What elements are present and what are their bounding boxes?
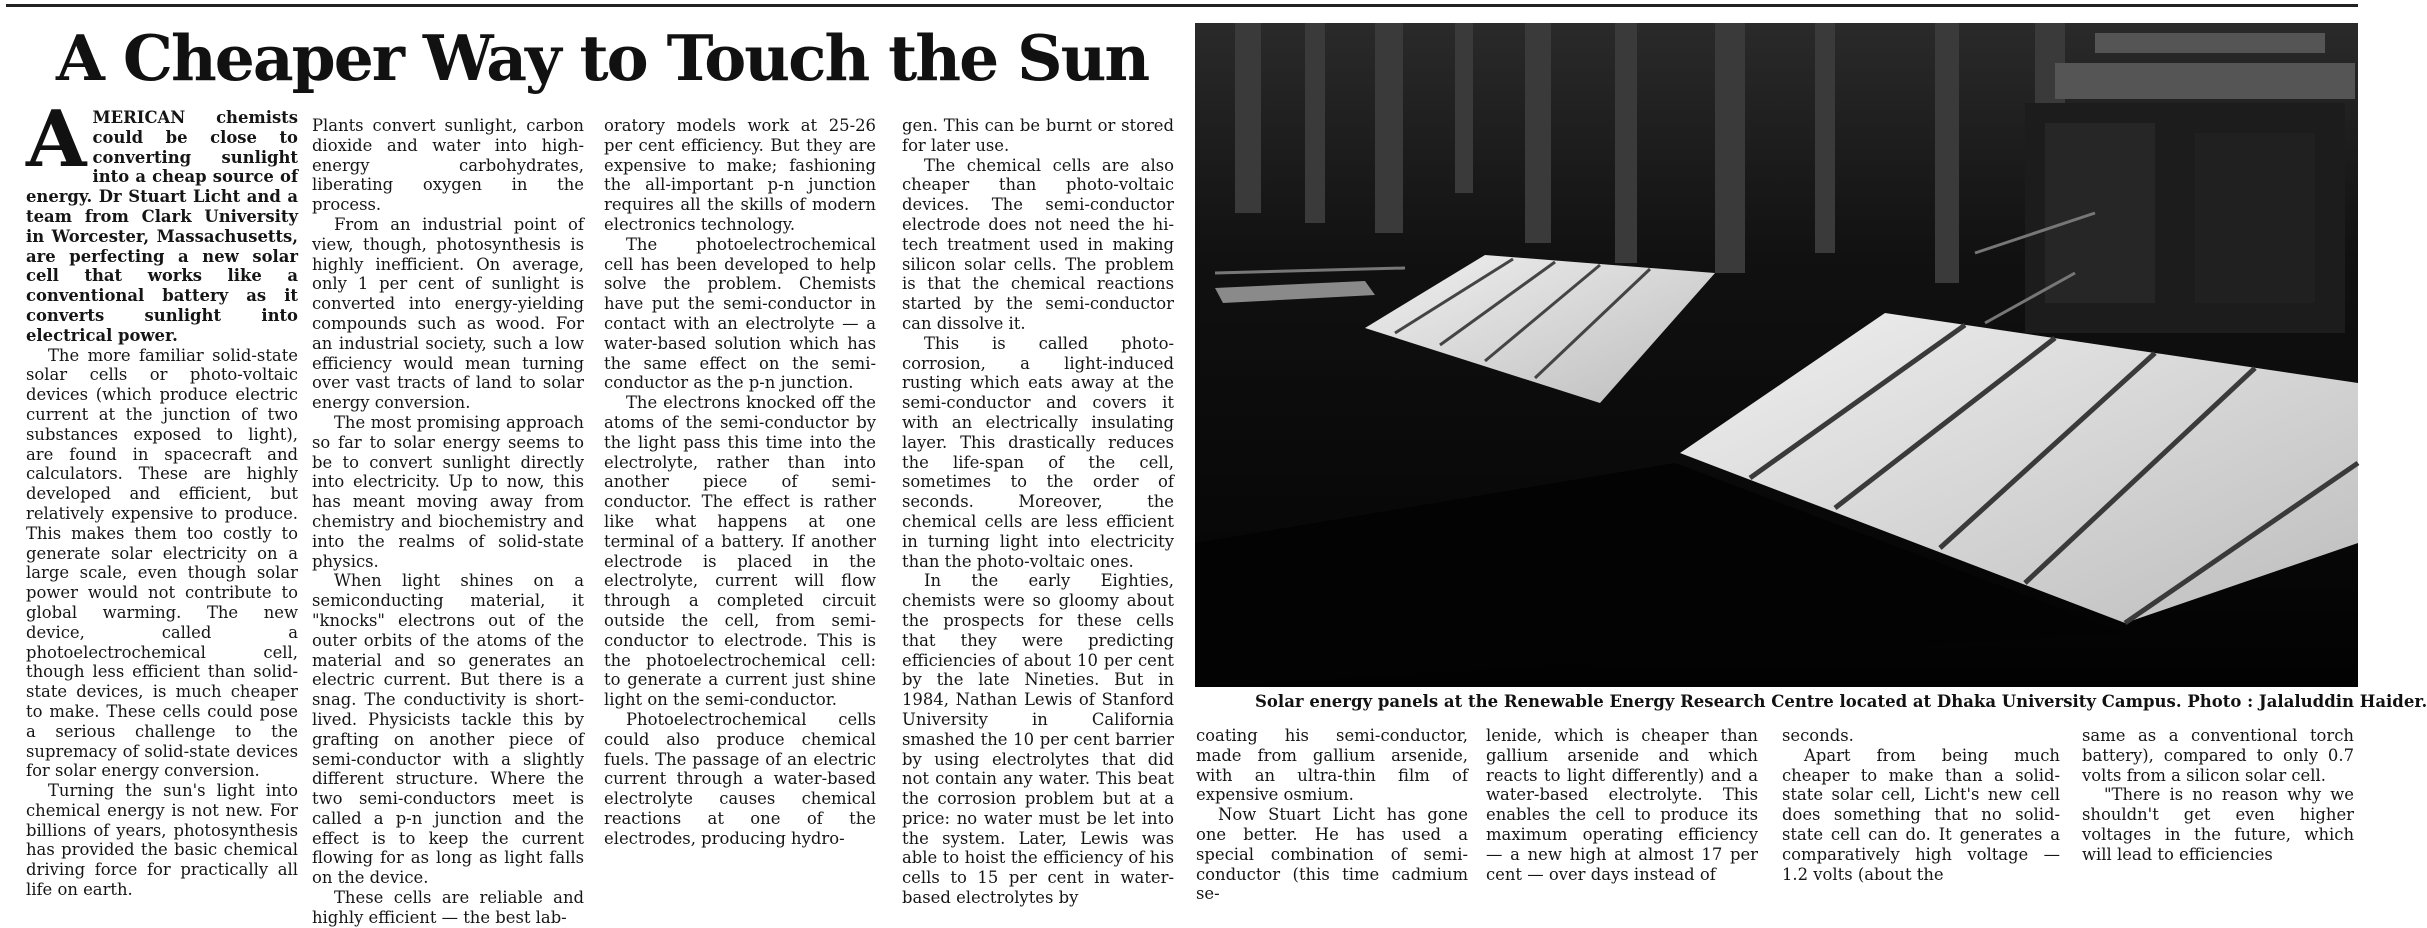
article-column-4	[902, 116, 1174, 908]
paragraph: From an industrial point of view, though, photosynthesis is highly inefficient. On average, only 1 per cent of sunlight is converted into energy-yielding compounds such as wood. For an industrial society, such a low efficiency would mean turning over vast tracts of land to solar energy conversion.	[312, 214, 584, 413]
paragraph: oratory models work at 25-26 per cent efficiency. But they are expensive to make; fashioning the all-important p-n junction requires all the skills of modern electronics technology.	[604, 116, 876, 234]
paragraph: The photoelectrochemical cell has been developed to help solve the problem. Chemists have put the semi-conductor in contact with an electrolyte — a water-based solution which has the same effect on the semi-conductor as the p-n junction.	[604, 234, 876, 393]
paragraph: These cells are reliable and highly efficient — the best lab-	[312, 888, 584, 927]
paragraph: Apart from being much cheaper to make than a solid-state solar cell, Licht's new cell does something that no solid-state cell can do. It generates a comparatively high voltage — 1.2 volts (about the	[1782, 745, 2060, 884]
paragraph: seconds.	[1782, 726, 1854, 745]
top-rule	[6, 4, 2358, 7]
paragraph: Now Stuart Licht has gone one better. He has used a special combination of semi-conductor (this time cadmium se-	[1196, 805, 1468, 904]
paragraph: The electrons knocked off the atoms of the semi-conductor by the light pass this time into the electrolyte, rather than into another piece of semi-conductor. The effect is rather like what happens at one terminal of a battery. If another electrode is placed in the electrolyte, current will flow through a completed circuit outside the cell, from semi-conductor to electrode. This is the photoelectrochemical cell: to generate a current just shine light on the semi-conductor.	[604, 393, 876, 710]
solar-panels-icon	[1195, 23, 2358, 687]
photo-caption: Solar energy panels at the Renewable Energy Research Centre located at Dhaka University Campus. Photo : Jalaluddin Haider.	[1255, 692, 2427, 711]
paragraph: same as a conventional torch battery), compared to only 0.7 volts from a silicon solar cell.	[2082, 726, 2354, 785]
paragraph: Plants convert sunlight, carbon dioxide and water into high-energy carbohydrates, liberating oxygen in the process.	[312, 116, 584, 215]
article-column-3	[604, 116, 876, 888]
article-column-6	[1486, 726, 1758, 890]
lead-paragraph	[26, 94, 298, 346]
lead-text: MERICAN chemists could be close to converting sunlight into a cheap source of energy. Dr Stuart Licht and a team from Clark University in Worcester, Massachusetts, are perfecting a new solar cell that works like a conventional battery as it converts sunlight into electrical power.	[26, 108, 298, 345]
paragraph: Photoelectrochemical cells could also produce chemical fuels. The passage of an electric current through a water-based electrolyte causes chemical reactions at one of the electrodes, producing hydro-	[604, 709, 876, 848]
paragraph: coating his semi-conductor, made from gallium arsenide, with an ultra-thin film of expensive osmium.	[1196, 726, 1468, 805]
article-column-8	[2082, 726, 2354, 890]
paragraph: The more familiar solid-state solar cells or photo-voltaic devices (which produce electric current at the junction of two substances exposed to light), are found in spacecraft and calculators. These are highly developed and efficient, but relatively expensive to produce. This makes them too costly to generate solar electricity on a large scale, even though solar power would not contribute to global warming. The new device, called a photoelectrochemical cell, though less efficient than solid-state devices, is much cheaper to make. These cells could pose a serious challenge to the supremacy of solid-state devices for solar energy conversion.	[26, 345, 298, 781]
paragraph: Turning the sun's light into chemical energy is not new. For billions of years, photosynthesis has provided the basic chemical driving force for practically all life on earth.	[26, 781, 298, 900]
paragraph: When light shines on a semiconducting material, it "knocks" electrons out of the outer orbits of the atoms of the material and so generates an electric current. But there is a snag. The conductivity is short-lived. Physicists tackle this by grafting on another piece of semi-conductor with a slightly different structure. Where the two semi-conductors meet is called a p-n junction and the effect is to keep the current flowing for as long as light falls on the device.	[312, 571, 584, 888]
paragraph: The chemical cells are also cheaper than photo-voltaic devices. The semi-conductor electrode does not need the hi-tech treatment used in making silicon solar cells. The problem is that the chemical reactions started by the semi-conductor can dissolve it.	[902, 155, 1174, 333]
paragraph: lenide, which is cheaper than gallium arsenide and which reacts to light differently) and a water-based electrolyte. This enables the cell to produce its maximum operating efficiency — a new high at almost 17 per cent — over days instead of	[1486, 726, 1758, 884]
paragraph: "There is no reason why we shouldn't get even higher voltages in the future, which will lead to efficiencies	[2082, 785, 2354, 864]
paragraph: The most promising approach so far to solar energy seems to be to convert sunlight directly into electricity. Up to now, this has meant moving away from chemistry and biochemistry and into the realms of solid-state physics.	[312, 412, 584, 571]
article-column-1	[26, 94, 298, 900]
drop-cap: A	[26, 94, 87, 185]
article-column-5	[1196, 726, 1468, 904]
paragraph: In the early Eighties, chemists were so gloomy about the prospects for these cells that they were predicting efficiencies of about 10 per cent by the late Nineties. But in 1984, Nathan Lewis of Stanford University in California smashed the 10 per cent barrier by using electrolytes that did not contain any water. This beat the corrosion problem but at a price: no water must be let into the system. Later, Lewis was able to hoist the efficiency of his cells to 15 per cent in water-based electrolytes by	[902, 571, 1174, 908]
solar-panels-photo	[1195, 23, 2358, 687]
article-column-2	[312, 116, 584, 927]
paragraph: This is called photo-corrosion, a light-induced rusting which eats away at the semi-conductor and covers it with an electrically insulating layer. This drastically reduces the life-span of the cell, sometimes to the order of seconds. Moreover, the chemical cells are less efficient in turning light into electricity than the photo-voltaic ones.	[902, 333, 1174, 571]
paragraph: gen. This can be burnt or stored for later use.	[902, 116, 1174, 155]
headline: A Cheaper Way to Touch the Sun	[56, 21, 1149, 95]
article-column-7	[1782, 726, 2060, 890]
